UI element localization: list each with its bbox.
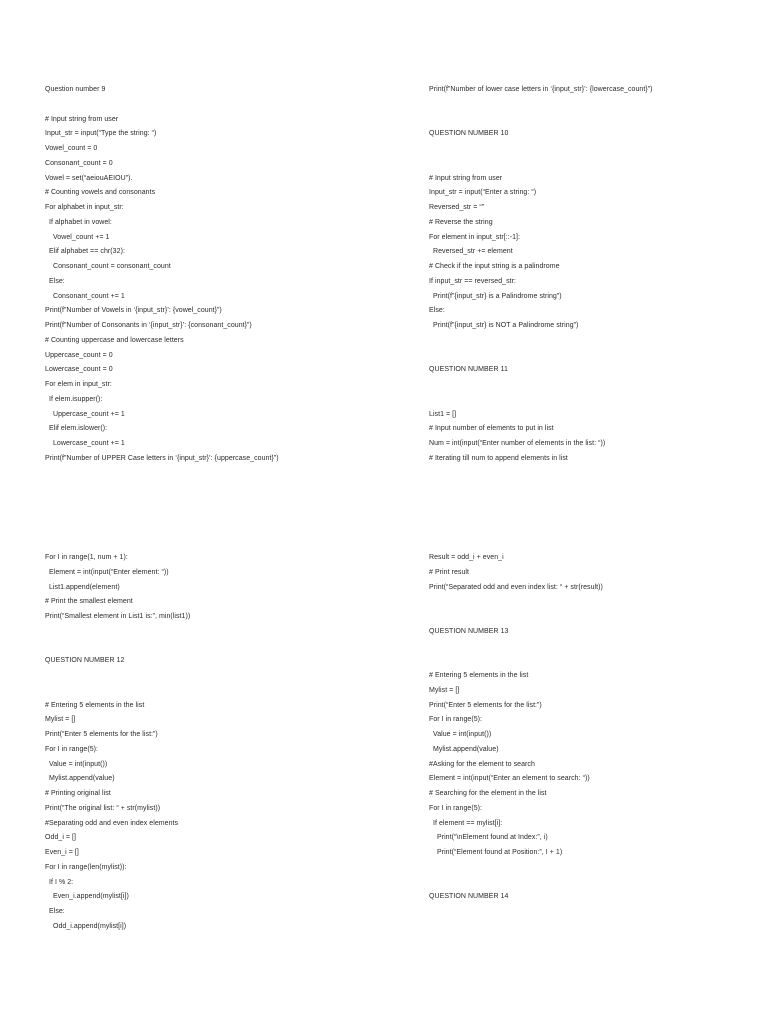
blank-line — [429, 349, 768, 364]
code-line: Print(“Smallest element in List1 is:”, min(list1)) — [45, 613, 191, 620]
question-heading-13: QUESTION NUMBER 13 — [429, 627, 509, 635]
code-comment-line: #Separating odd and even index elements — [45, 819, 179, 827]
code-line: Print(f”Number of UPPER Case letters in ‘{input_str}’: {uppercase_count}”) — [45, 454, 279, 462]
code-line: For I in range(5): — [429, 804, 483, 812]
code-line: If alphabet in vowel: — [45, 218, 112, 226]
code-line: Mylist.append(value) — [429, 745, 499, 753]
code-line: Else: — [45, 277, 65, 285]
code-line: Print(f”Number of Vowels in ‘{input_str}’: {vowel_count}”) — [45, 307, 222, 315]
code-line: Mylist.append(value) — [45, 775, 115, 783]
code-comment-line: # Input string from user — [429, 174, 503, 182]
code-line: Element = int(input(“Enter element: “)) — [45, 568, 169, 576]
code-comment-line: # Counting uppercase and lowercase letters — [45, 336, 184, 344]
code-line: If elem.isupper(): — [45, 395, 103, 403]
code-line: List1 = [] — [429, 410, 457, 418]
code-line: For elem in input_str: — [45, 381, 112, 388]
code-line: Vowel = set(“aeiouAEIOU”). — [45, 174, 133, 182]
blank-line — [45, 98, 405, 113]
code-line: Uppercase_count = 0 — [45, 351, 113, 359]
question-12-13-14-code-block — [429, 551, 768, 905]
question-9-code-block — [45, 83, 405, 467]
code-line: Print(“Enter 5 elements for the list:”) — [429, 701, 542, 709]
blank-line — [429, 876, 768, 891]
question-10-11-code-block — [429, 83, 768, 467]
code-line: List1.append(element) — [45, 583, 120, 591]
code-comment-line: # Counting vowels and consonants — [45, 189, 156, 197]
blank-line — [429, 640, 768, 655]
code-line: Print(“The original list: “ + str(mylist)) — [45, 804, 161, 812]
code-line: Mylist = [] — [429, 686, 460, 694]
code-line: Result = odd_i + even_i — [429, 554, 504, 561]
code-line: Print(f”{input_str} is NOT a Palindrome string”) — [429, 322, 579, 329]
code-line: If I % 2: — [45, 878, 74, 886]
blank-line — [429, 654, 768, 669]
code-line: Elif alphabet == chr(32): — [45, 248, 125, 256]
code-line: Reversed_str = “” — [429, 204, 485, 211]
code-line: Uppercase_count += 1 — [45, 410, 125, 418]
code-line: Num = int(input(“Enter number of elements in the list: “)) — [429, 440, 606, 447]
question-heading-10: QUESTION NUMBER 10 — [429, 130, 509, 138]
question-heading-14: QUESTION NUMBER 14 — [429, 893, 509, 901]
code-line: Print(“Separated odd and even index list: “ + str(result)) — [429, 583, 603, 591]
code-comment-line: # Entering 5 elements in the list — [429, 672, 529, 679]
code-comment-line: # Printing original list — [45, 790, 111, 797]
code-comment-line: # Input string from user — [45, 115, 119, 123]
blank-line — [45, 684, 405, 699]
blank-line — [429, 610, 768, 625]
code-line: Odd_i.append(mylist[i]) — [45, 922, 127, 930]
question-heading-11: QUESTION NUMBER 11 — [429, 366, 508, 374]
code-line: Element = int(input(“Enter an element to search: “)) — [429, 775, 590, 783]
code-line: Print(f”Number of Consonants in ‘{input_str}’: {consonant_count}”) — [45, 322, 252, 329]
blank-line — [45, 640, 405, 655]
code-line: Value = int(input()) — [429, 731, 492, 738]
code-line: For alphabet in input_str: — [45, 204, 124, 211]
blank-line — [429, 393, 768, 408]
blank-line — [429, 861, 768, 876]
code-line: Print(f”{input_str} is a Palindrome string”) — [429, 292, 562, 300]
code-comment-line: # Iterating till num to append elements in list — [429, 454, 568, 462]
code-comment-line: # Print result — [429, 568, 469, 576]
code-line: If input_str == reversed_str: — [429, 277, 517, 285]
code-line: Print(“Element found at Position:”, I + 1) — [429, 849, 563, 856]
blank-line — [429, 157, 768, 172]
blank-line — [429, 142, 768, 157]
code-comment-line: # Reverse the string — [429, 218, 493, 226]
code-line: Even_i.append(mylist[i]) — [45, 893, 129, 901]
blank-line — [45, 669, 405, 684]
code-line: Consonant_count = consonant_count — [45, 263, 171, 270]
code-line: For I in range(5): — [429, 716, 483, 724]
code-line: For I in range(1, num + 1): — [45, 554, 128, 561]
code-line: Vowel_count += 1 — [45, 233, 110, 241]
question-heading-9: Question number 9 — [45, 86, 106, 93]
question-heading-12: QUESTION NUMBER 12 — [45, 657, 125, 665]
code-line: Consonant_count = 0 — [45, 159, 113, 167]
code-line: Print(“\nElement found at Index:”, i) — [429, 834, 548, 842]
code-line: Value = int(input()) — [45, 760, 108, 768]
code-comment-line: # Print the smallest element — [45, 598, 133, 606]
blank-line — [429, 334, 768, 349]
code-line: If element == mylist[i]: — [429, 819, 503, 827]
code-comment-line: # Check if the input string is a palindrome — [429, 263, 560, 270]
code-line: Consonant_count += 1 — [45, 292, 125, 300]
code-line: Lowercase_count = 0 — [45, 366, 113, 374]
code-line: Else: — [45, 908, 65, 915]
code-line: Input_str = input(“Enter a string: “) — [429, 189, 537, 197]
blank-line — [45, 625, 405, 640]
code-line: For I in range(5): — [45, 745, 99, 753]
code-line: Mylist = [] — [45, 716, 76, 724]
code-line: Even_i = [] — [45, 849, 79, 856]
code-line: For element in input_str[::-1]: — [429, 233, 521, 241]
blank-line — [429, 595, 768, 610]
code-line: Lowercase_count += 1 — [45, 440, 125, 447]
code-line: Input_str = input(“Type the string: “) — [45, 130, 157, 138]
code-comment-line: # Input number of elements to put in list — [429, 425, 554, 433]
code-line: Odd_i = [] — [45, 834, 77, 842]
code-line: For I in range(len(mylist)): — [45, 863, 127, 871]
code-line: Vowel_count = 0 — [45, 145, 98, 152]
code-line: Elif elem.islower(): — [45, 425, 108, 433]
code-comment-line: #Asking for the element to search — [429, 760, 535, 768]
code-line: Reversed_str += element — [429, 248, 513, 256]
blank-line — [429, 98, 768, 113]
code-line: Print(“Enter 5 elements for the list:”) — [45, 731, 158, 738]
code-line: Print(f”Number of lower case letters in ‘{input_str}’: {lowercase_count}”) — [429, 86, 653, 93]
code-line: Else: — [429, 307, 445, 315]
blank-line — [429, 378, 768, 393]
blank-line — [429, 113, 768, 128]
code-comment-line: # Entering 5 elements in the list — [45, 701, 145, 709]
code-comment-line: # Searching for the element in the list — [429, 790, 547, 797]
question-11-12-code-block — [45, 551, 405, 935]
